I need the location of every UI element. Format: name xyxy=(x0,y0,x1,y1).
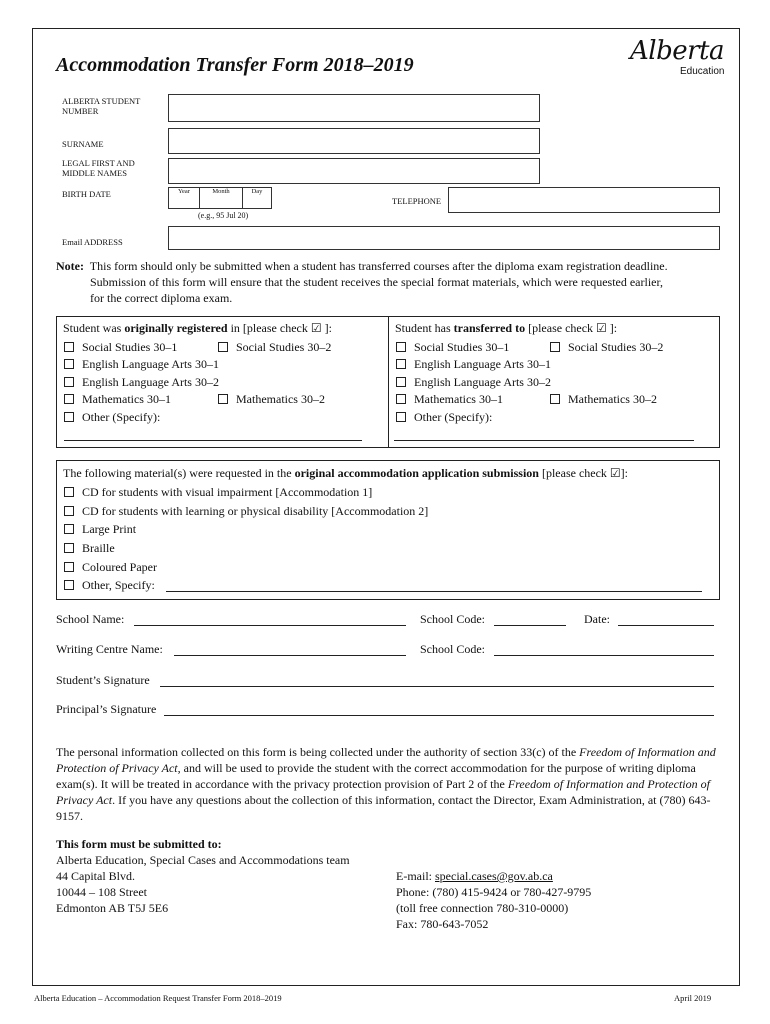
checkbox-icon[interactable] xyxy=(64,562,74,572)
materials-section xyxy=(56,460,720,600)
month-caption: Month xyxy=(212,188,230,195)
checkbox-icon[interactable] xyxy=(218,394,228,404)
reg-ela1[interactable]: English Language Arts 30–1 xyxy=(64,357,219,371)
reg-ss2[interactable]: Social Studies 30–2 xyxy=(218,340,331,354)
date-example: (e.g., 95 Jul 20) xyxy=(198,211,249,220)
tr-ela1[interactable]: English Language Arts 30–1 xyxy=(396,357,551,371)
birthdate-label: BIRTH DATE xyxy=(62,189,111,199)
material-item[interactable]: Braille xyxy=(64,541,115,555)
tr-ss1[interactable]: Social Studies 30–1 xyxy=(396,340,509,354)
checkbox-icon[interactable] xyxy=(550,342,560,352)
note-line3: for the correct diploma exam. xyxy=(90,291,233,305)
footer-right: April 2019 xyxy=(674,993,712,1003)
principal-signature-line[interactable] xyxy=(164,715,714,716)
surname-label: SURNAME xyxy=(62,139,104,149)
telephone-input[interactable] xyxy=(448,187,720,213)
material-item[interactable]: CD for students with learning or physical disability [Accommodation 2] xyxy=(64,504,428,518)
registered-heading: Student was originally registered in [please check ☑ ]: xyxy=(63,321,332,335)
form-title: Accommodation Transfer Form 2018–2019 xyxy=(56,54,414,76)
reg-other-line[interactable] xyxy=(64,440,362,441)
asn-label: ALBERTA STUDENT NUMBER xyxy=(62,96,141,116)
tr-m2[interactable]: Mathematics 30–2 xyxy=(550,392,657,406)
checkbox-icon[interactable] xyxy=(64,359,74,369)
checkbox-icon[interactable] xyxy=(64,506,74,516)
material-item[interactable]: Large Print xyxy=(64,522,136,536)
logo-subtitle: Education xyxy=(680,66,725,77)
address-line: Edmonton AB T5J 5E6 xyxy=(56,901,169,915)
tr-ss2[interactable]: Social Studies 30–2 xyxy=(550,340,663,354)
email-input[interactable] xyxy=(168,226,720,250)
materials-heading: The following material(s) were requested in the original accommodation application submission [please check ☑]: xyxy=(63,466,629,480)
principal-signature-label: Principal’s Signature xyxy=(56,702,157,716)
surname-input[interactable] xyxy=(168,128,540,154)
year-caption: Year xyxy=(178,188,190,195)
checkbox-icon[interactable] xyxy=(396,342,406,352)
birth-month-input[interactable] xyxy=(199,187,243,209)
birth-year-input[interactable] xyxy=(168,187,200,209)
address-line: 10044 – 108 Street xyxy=(56,885,147,899)
privacy-paragraph: The personal information collected on this form is being collected under the authority of section 33(c) of the Freedom of Information and Protection of Privacy Act, and will be used to provide the student with the correct accommodation for the purpose of writing diploma exam(s). It will be treated in accordance with the privacy protection provision of Part 2 of the Freedom of Information and Protection of Privacy Act. If you have any questions about the collection of this information, contact the Director, Exam Administration, at (780) 643-9157. xyxy=(56,745,716,823)
tr-other-line[interactable] xyxy=(394,440,694,441)
reg-m2[interactable]: Mathematics 30–2 xyxy=(218,392,325,406)
tr-m1[interactable]: Mathematics 30–1 xyxy=(396,392,503,406)
phone-line: Phone: (780) 415-9424 or 780-427-9795 xyxy=(396,885,592,899)
school-name-label: School Name: xyxy=(56,612,125,626)
date-line[interactable] xyxy=(618,625,714,626)
email-link[interactable]: special.cases@gov.ab.ca xyxy=(435,869,553,883)
note-label: Note: xyxy=(56,259,84,273)
reg-ela2[interactable]: English Language Arts 30–2 xyxy=(64,375,219,389)
checkbox-icon[interactable] xyxy=(64,377,74,387)
alberta-logo: Alberta xyxy=(630,36,724,66)
telephone-label: TELEPHONE xyxy=(392,196,442,206)
address-line: Alberta Education, Special Cases and Accommodations team xyxy=(56,853,350,867)
transferred-heading: Student has transferred to [please check ☑ ]: xyxy=(395,321,618,335)
footer-left: Alberta Education – Accommodation Request Transfer Form 2018–2019 xyxy=(34,993,282,1003)
checkbox-icon[interactable] xyxy=(64,412,74,422)
names-label: LEGAL FIRST AND MIDDLE NAMES xyxy=(62,158,135,178)
submit-heading: This form must be submitted to: xyxy=(56,837,222,851)
checkbox-icon[interactable] xyxy=(396,412,406,422)
writing-centre-label: Writing Centre Name: xyxy=(56,642,163,656)
reg-other[interactable]: Other (Specify): xyxy=(64,410,160,424)
date-label: Date: xyxy=(584,612,610,626)
material-item[interactable]: Coloured Paper xyxy=(64,560,157,574)
contact-block xyxy=(396,868,591,932)
submit-address xyxy=(56,836,350,916)
tr-ela2[interactable]: English Language Arts 30–2 xyxy=(396,375,551,389)
birth-day-input[interactable] xyxy=(242,187,272,209)
address-line: 44 Capital Blvd. xyxy=(56,869,135,883)
checkbox-icon[interactable] xyxy=(396,377,406,387)
school-code2-label: School Code: xyxy=(420,642,485,656)
checkbox-icon[interactable] xyxy=(396,359,406,369)
checkbox-icon[interactable] xyxy=(550,394,560,404)
checkbox-icon[interactable] xyxy=(396,394,406,404)
note-line1: This form should only be submitted when a student has transferred courses after the diploma exam registration deadline. xyxy=(89,259,668,273)
note-block xyxy=(56,258,716,306)
student-signature-label: Student’s Signature xyxy=(56,673,150,687)
tr-other[interactable]: Other (Specify): xyxy=(396,410,492,424)
email-contact-label: E-mail: xyxy=(396,869,435,883)
day-caption: Day xyxy=(251,188,263,195)
student-signature-line[interactable] xyxy=(160,686,714,687)
writing-centre-line[interactable] xyxy=(174,655,406,656)
checkbox-icon[interactable] xyxy=(64,580,74,590)
names-input[interactable] xyxy=(168,158,540,184)
reg-ss1[interactable]: Social Studies 30–1 xyxy=(64,340,177,354)
checkbox-icon[interactable] xyxy=(64,487,74,497)
school-code-line[interactable] xyxy=(494,625,566,626)
school-code2-line[interactable] xyxy=(494,655,714,656)
checkbox-icon[interactable] xyxy=(64,543,74,553)
material-item[interactable]: Other, Specify: xyxy=(64,578,155,592)
checkbox-icon[interactable] xyxy=(64,342,74,352)
email-label: Email ADDRESS xyxy=(62,237,123,247)
material-item[interactable]: CD for students with visual impairment [Accommodation 1] xyxy=(64,485,372,499)
checkbox-icon[interactable] xyxy=(64,524,74,534)
note-line2: Submission of this form will ensure that the student receives the special format materials, which were requested earlier, xyxy=(90,275,664,289)
checkbox-icon[interactable] xyxy=(218,342,228,352)
course-divider xyxy=(388,316,389,448)
fax-line: Fax: 780-643-7052 xyxy=(396,917,489,931)
school-name-line[interactable] xyxy=(134,625,406,626)
tollfree-line: (toll free connection 780-310-0000) xyxy=(396,901,569,915)
school-code-label: School Code: xyxy=(420,612,485,626)
asn-input[interactable] xyxy=(168,94,540,122)
reg-m1[interactable]: Mathematics 30–1 xyxy=(64,392,171,406)
checkbox-icon[interactable] xyxy=(64,394,74,404)
material-other-line[interactable] xyxy=(166,591,702,592)
